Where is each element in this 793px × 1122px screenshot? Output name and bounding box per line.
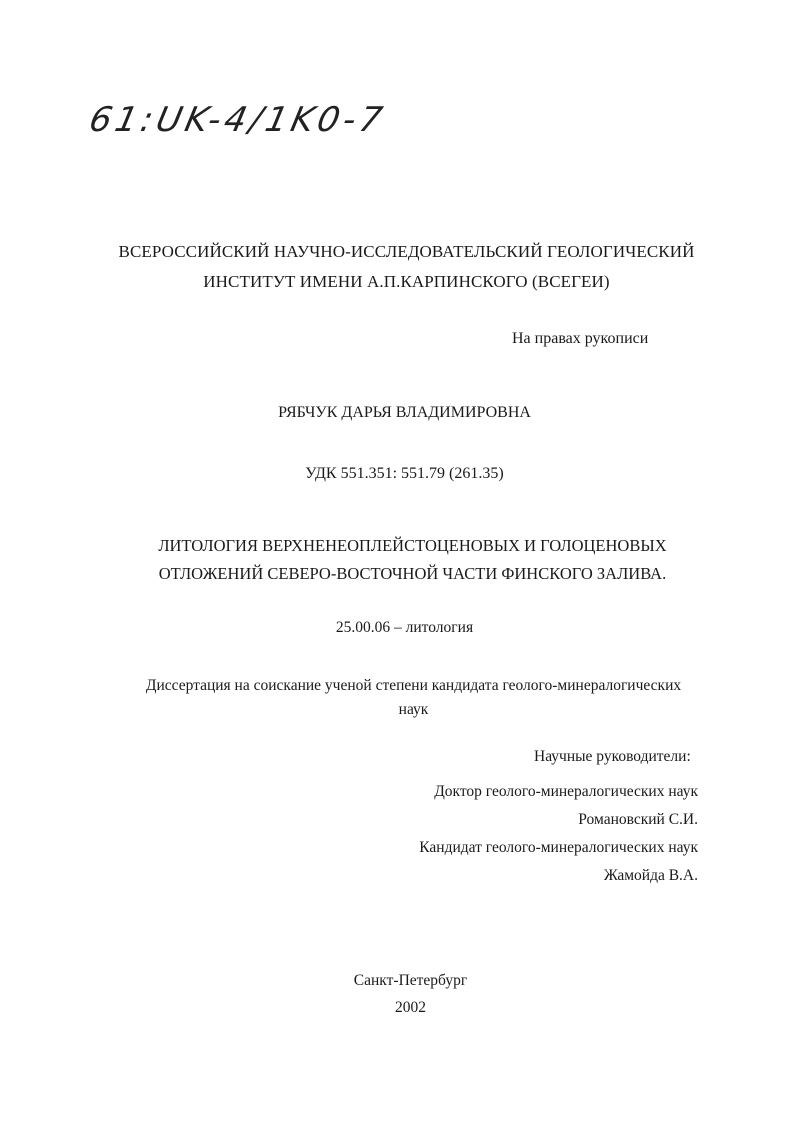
institution-line-2: ИНСТИТУТ ИМЕНИ А.П.КАРПИНСКОГО (ВСЕГЕИ) [203,272,610,291]
supervisor-1-name: Романовский С.И. [578,811,698,828]
udk-code: УДК 551.351: 551.79 (261.35) [305,465,504,482]
specialty: 25.00.06 – литология [335,619,474,636]
city: Санкт-Петербург [353,972,468,989]
supervisor-2-degree: Кандидат геолого-минералогических наук [419,839,698,856]
dissertation-line-2: наук [398,701,429,718]
supervisor-1-degree: Доктор геолого-минералогических наук [434,783,698,800]
year: 2002 [395,999,426,1016]
thesis-title-line-2: ОТЛОЖЕНИЙ СЕВЕРО-ВОСТОЧНОЙ ЧАСТИ ФИНСКОГО ЗАЛИВА. [158,564,667,583]
rights-note: На правах рукописи [512,330,649,347]
supervisors-heading: Научные руководители: [534,748,691,765]
thesis-title-line-1: ЛИТОЛОГИЯ ВЕРХНЕНЕОПЛЕЙСТОЦЕНОВЫХ И ГОЛОЦЕНОВЫХ [158,536,667,555]
dissertation-line-1: Диссертация на соискание ученой степени кандидата геолого-минералогических [145,677,682,694]
handwritten-catalog-code: 61:UK-4/1K0-7 [85,100,390,140]
supervisor-2-name: Жамойда В.А. [603,867,698,884]
institution-line-1: ВСЕРОССИЙСКИЙ НАУЧНО-ИССЛЕДОВАТЕЛЬСКИЙ ГЕОЛОГИЧЕСКИЙ [118,242,695,261]
author-name: РЯБЧУК ДАРЬЯ ВЛАДИМИРОВНА [278,404,531,421]
